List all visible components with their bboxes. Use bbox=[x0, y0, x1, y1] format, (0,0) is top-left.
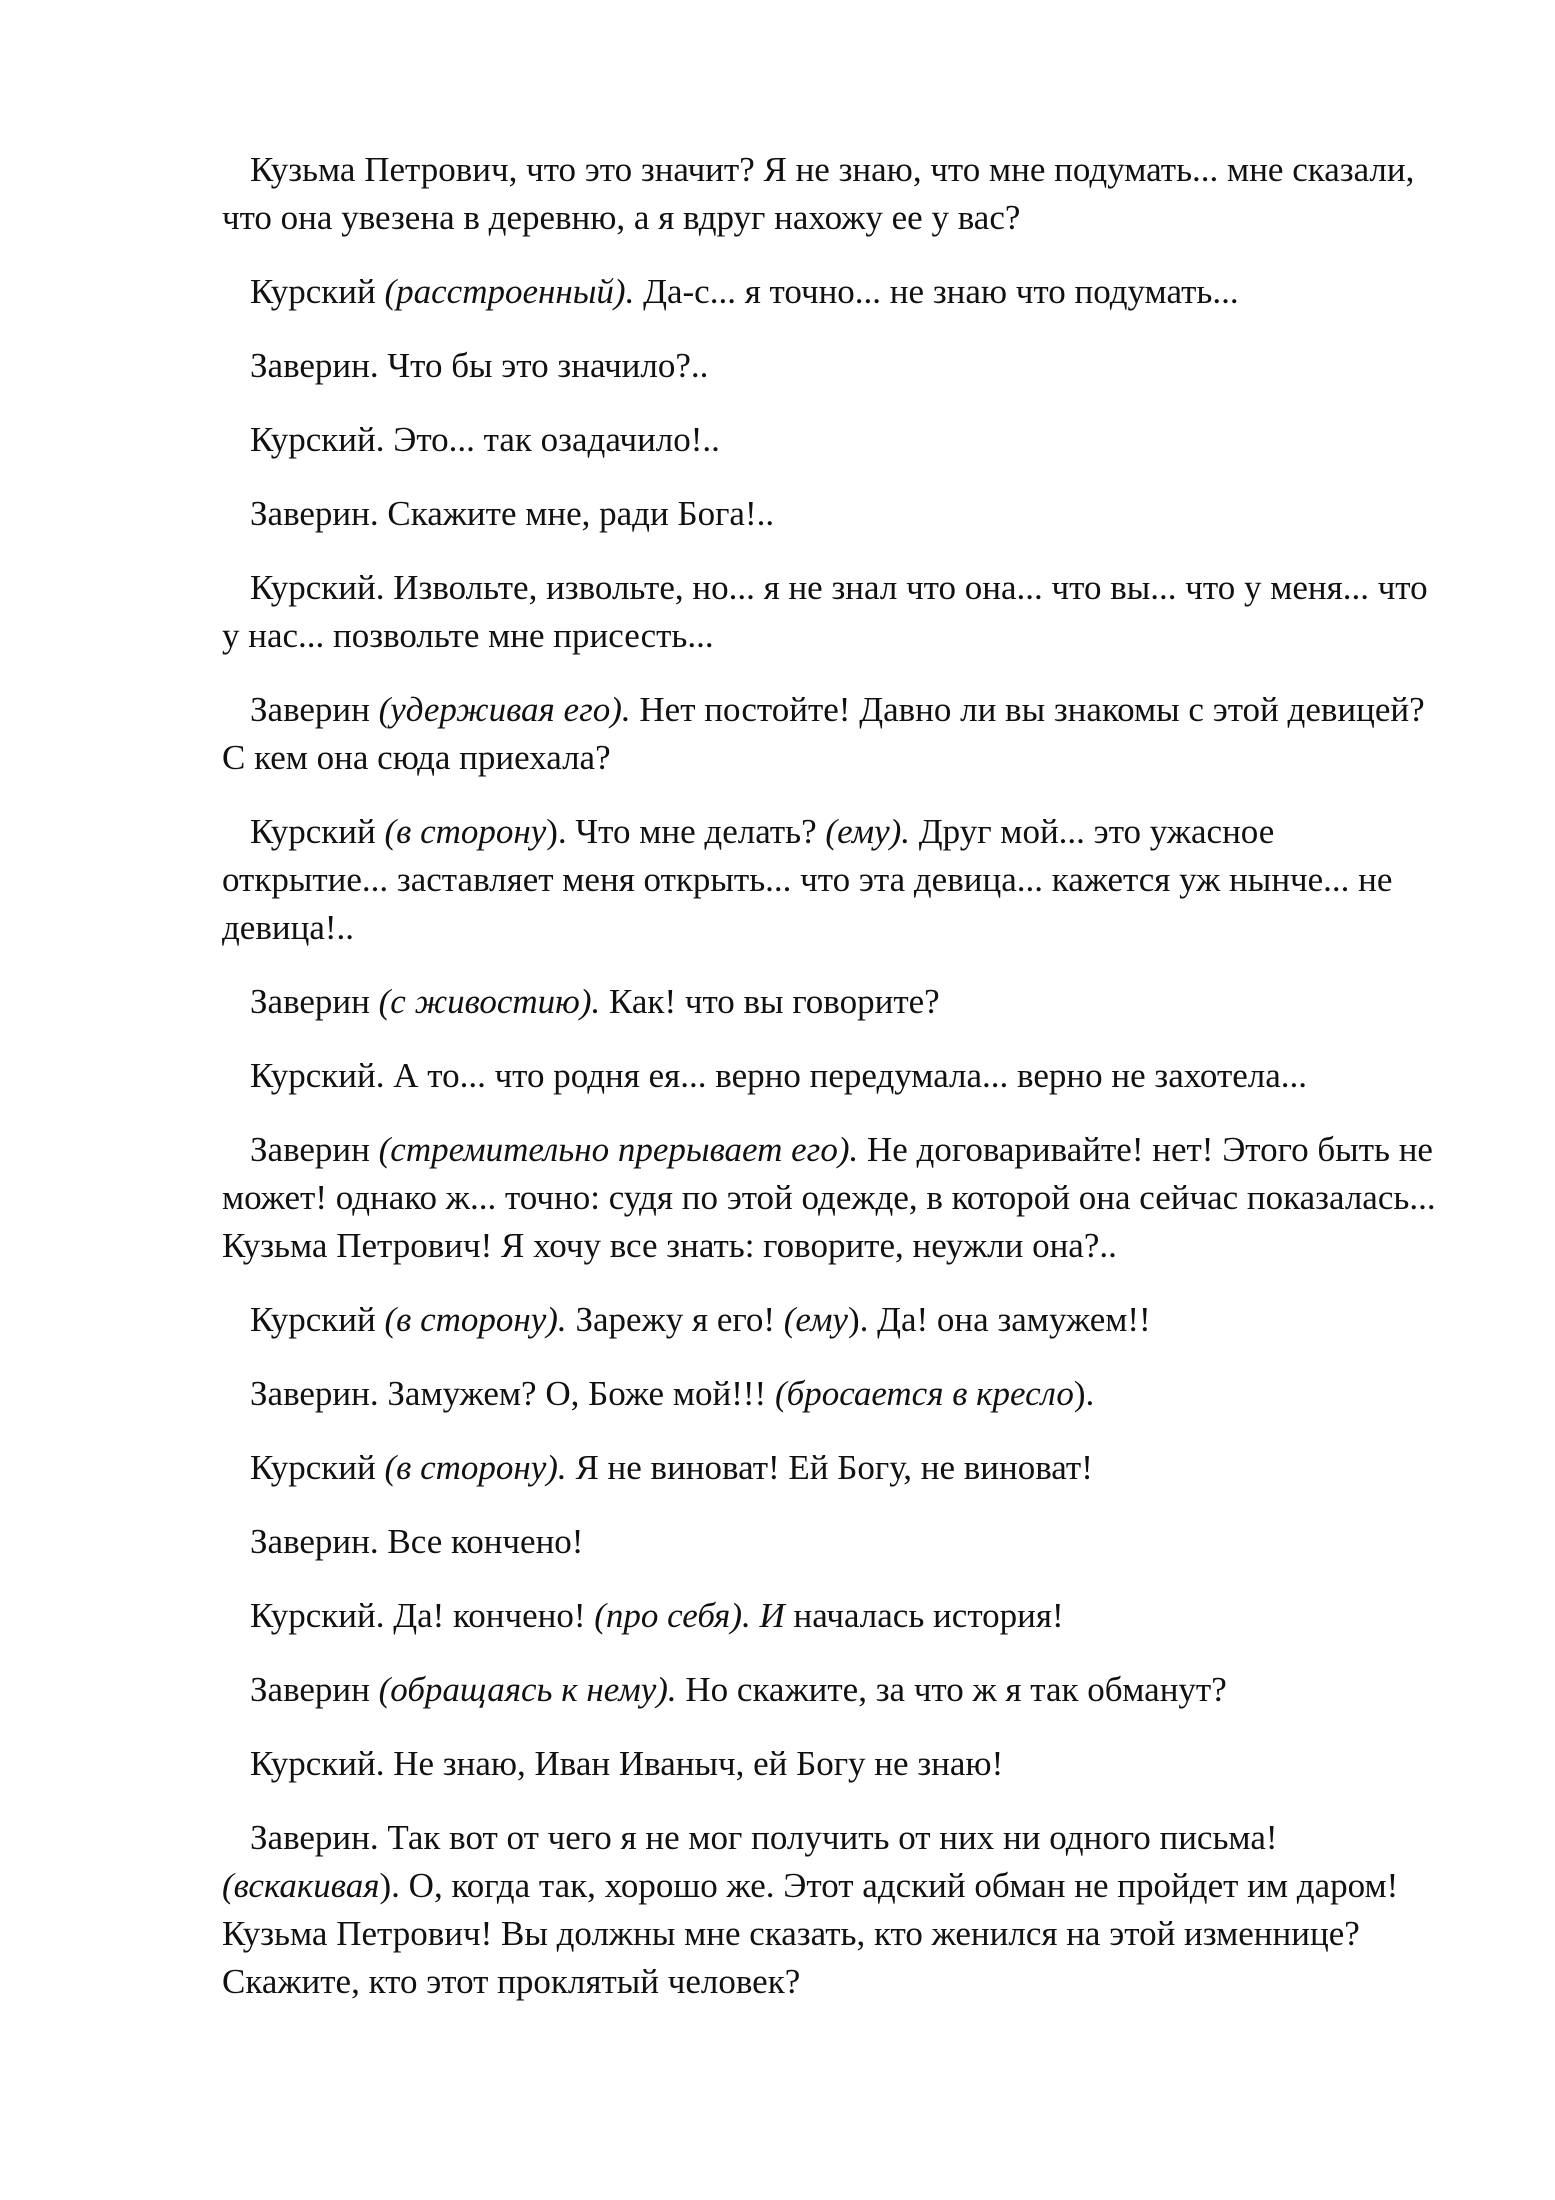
dialogue-text: Да-с... я точно... не знаю что подумать... bbox=[634, 272, 1239, 311]
dialogue-text: Как! что вы говорите? bbox=[600, 982, 940, 1021]
stage-direction: (обращаясь к нему). bbox=[378, 1670, 677, 1709]
dialogue-text: Заверин bbox=[250, 690, 379, 729]
dialogue-paragraph bbox=[222, 1296, 1437, 1344]
dialogue-paragraph bbox=[222, 1740, 1437, 1788]
dialogue-text: Курский bbox=[250, 1300, 385, 1339]
dialogue-text: Заверин bbox=[250, 982, 379, 1021]
dialogue-text: Я не виноват! Ей Богу, не виноват! bbox=[566, 1448, 1093, 1487]
dialogue-text: Курский. Да! кончено! bbox=[250, 1596, 595, 1635]
dialogue-paragraph bbox=[222, 1126, 1437, 1270]
dialogue-text: Зарежу я его! bbox=[566, 1300, 784, 1339]
stage-direction: (стремительно прерывает его). bbox=[378, 1130, 859, 1169]
dialogue-paragraph bbox=[222, 1592, 1437, 1640]
stage-direction: (вскакивая bbox=[222, 1866, 380, 1905]
dialogue-text: ). Что мне делать? bbox=[546, 812, 826, 851]
dialogue-text: ). Да! она замужем!! bbox=[847, 1300, 1151, 1339]
dialogue-text: Курский bbox=[250, 272, 385, 311]
dialogue-paragraph bbox=[222, 342, 1437, 390]
dialogue-text: Друг мой... это ужасное открытие... заставляет меня открыть... что эта девица... кажется уж нынче... не девица!.. bbox=[222, 812, 1393, 947]
dialogue-paragraph bbox=[222, 564, 1437, 660]
dialogue-text: Курский. Не знаю, Иван Иваныч, ей Богу не знаю! bbox=[250, 1744, 1004, 1783]
dialogue-paragraph bbox=[222, 1444, 1437, 1492]
dialogue-text: началась история! bbox=[784, 1596, 1064, 1635]
dialogue-paragraph bbox=[222, 686, 1437, 782]
dialogue-text: Но скажите, за что ж я так обманут? bbox=[676, 1670, 1227, 1709]
dialogue-text: ). bbox=[1073, 1374, 1095, 1413]
dialogue-text: Нет постойте! Давно ли вы знакомы с этой девицей? С кем она сюда приехала? bbox=[222, 690, 1425, 777]
dialogue-text: Заверин bbox=[250, 1670, 379, 1709]
dialogue-paragraph bbox=[222, 1814, 1437, 2006]
dialogue-paragraph bbox=[222, 1666, 1437, 1714]
stage-direction: (про себя). И bbox=[594, 1596, 785, 1635]
stage-direction: (в сторону). bbox=[384, 1300, 567, 1339]
dialogue-paragraph bbox=[222, 808, 1437, 952]
dialogue-text: Курский bbox=[250, 812, 385, 851]
stage-direction: (ему bbox=[783, 1300, 848, 1339]
dialogue-text: Заверин. Все кончено! bbox=[250, 1522, 584, 1561]
dialogue-paragraph bbox=[222, 978, 1437, 1026]
dialogue-text: Не договаривайте! нет! Этого быть не может! однако ж... точно: судя по этой одежде, в которой она сейчас показалась... Кузьма Петрович! Я хочу все знать: говорите, неужли она?.. bbox=[222, 1130, 1436, 1265]
dialogue-text: Заверин. Замужем? О, Боже мой!!! bbox=[250, 1374, 775, 1413]
document-page bbox=[222, 146, 1437, 2032]
dialogue-text: Заверин. Что бы это значило?.. bbox=[250, 346, 709, 385]
dialogue-paragraph bbox=[222, 268, 1437, 316]
stage-direction: (ему). bbox=[825, 812, 911, 851]
dialogue-text: Заверин. Скажите мне, ради Бога!.. bbox=[250, 494, 775, 533]
dialogue-paragraph bbox=[222, 1052, 1437, 1100]
dialogue-paragraph bbox=[222, 1518, 1437, 1566]
dialogue-paragraph bbox=[222, 1370, 1437, 1418]
dialogue-paragraph bbox=[222, 416, 1437, 464]
stage-direction: (с живостию). bbox=[378, 982, 601, 1021]
stage-direction: (бросается в кресло bbox=[774, 1374, 1074, 1413]
dialogue-text: Курский bbox=[250, 1448, 385, 1487]
stage-direction: (в сторону bbox=[384, 812, 547, 851]
dialogue-text: Курский. Извольте, извольте, но... я не знал что она... что вы... что у меня... что у нас... позвольте мне присесть... bbox=[222, 568, 1428, 655]
dialogue-text: Курский. Это... так озадачило!.. bbox=[250, 420, 720, 459]
dialogue-paragraph bbox=[222, 490, 1437, 538]
stage-direction: (расстроенный). bbox=[384, 272, 635, 311]
stage-direction: (удерживая его). bbox=[378, 690, 631, 729]
dialogue-text: Курский. А то... что родня ея... верно передумала... верно не захотела... bbox=[250, 1056, 1308, 1095]
dialogue-paragraph bbox=[222, 146, 1437, 242]
stage-direction: (в сторону). bbox=[384, 1448, 567, 1487]
dialogue-text: Кузьма Петрович, что это значит? Я не знаю, что мне подумать... мне сказали, что она увезена в деревню, а я вдруг нахожу ее у вас? bbox=[222, 150, 1415, 237]
dialogue-text: Заверин. Так вот от чего я не мог получить от них ни одного письма! bbox=[250, 1818, 1278, 1857]
dialogue-text: Заверин bbox=[250, 1130, 379, 1169]
dialogue-text: ). О, когда так, хорошо же. Этот адский обман не пройдет им даром! Кузьма Петрович! Вы должны мне сказать, кто женился на этой изменнице? Скажите, кто этот проклятый человек? bbox=[222, 1866, 1399, 2001]
